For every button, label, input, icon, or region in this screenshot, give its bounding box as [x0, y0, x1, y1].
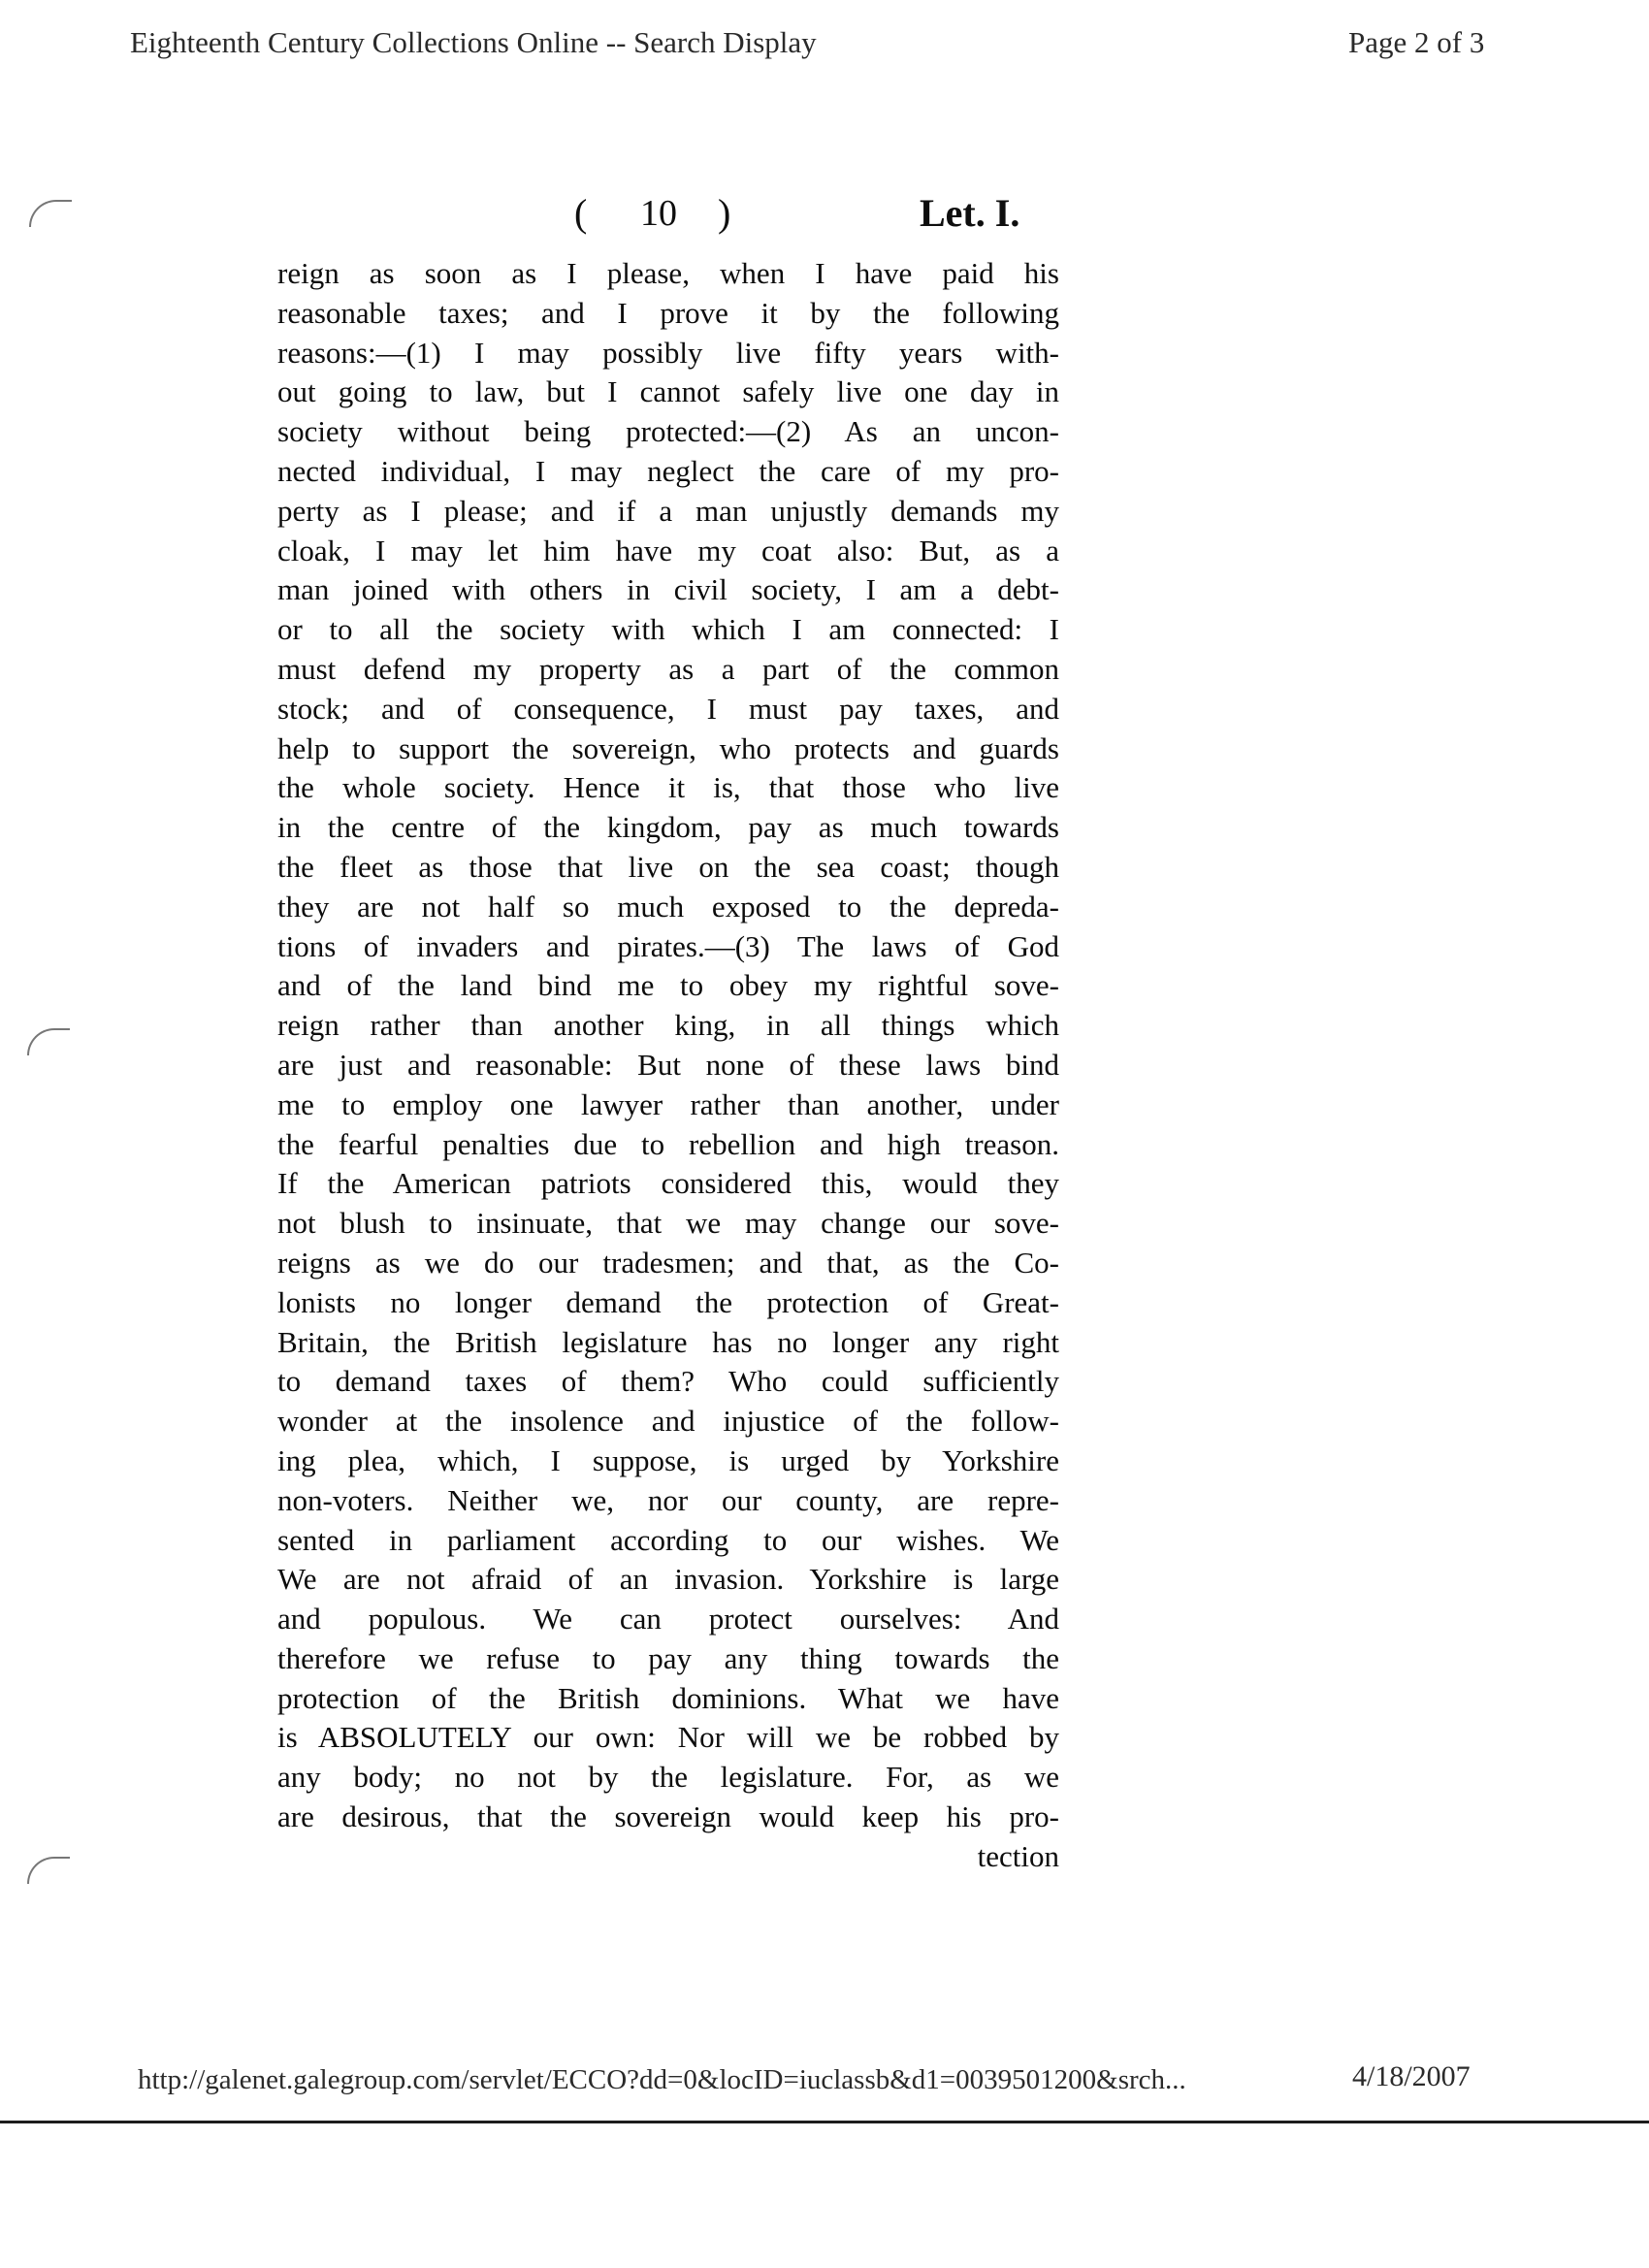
text-line: nected individual, I may neglect the care of my pro- — [277, 453, 1059, 488]
text-line: man joined with others in civil society, I am a debt- — [277, 572, 1059, 607]
running-head-page-number: 10 — [640, 193, 677, 234]
footer-date: 4/18/2007 — [1352, 2060, 1471, 2092]
text-line: perty as I please; and if a man unjustly demands my — [277, 493, 1059, 528]
text-line: non-voters. Neither we, nor our county, are repre- — [277, 1482, 1059, 1517]
running-head — [563, 190, 1048, 239]
running-head-paren-right: ) — [718, 191, 731, 235]
footer-url: http://galenet.galegroup.com/servlet/ECCO?dd=0&locID=iuclassb&d1=0039501200&srch... — [138, 2064, 1186, 2095]
text-line: stock; and of consequence, I must pay taxes, and — [277, 691, 1059, 726]
text-line: to demand taxes of them? Who could sufficiently — [277, 1364, 1059, 1399]
punch-hole-mark — [27, 1857, 70, 1884]
text-line: and of the land bind me to obey my rightful sove- — [277, 968, 1059, 1003]
text-line: reign rather than another king, in all things which — [277, 1008, 1059, 1043]
text-line: reasons:—(1) I may possibly live fifty years with- — [277, 335, 1059, 370]
punch-hole-mark — [27, 1028, 70, 1055]
text-line: me to employ one lawyer rather than another, under — [277, 1086, 1059, 1121]
page-body-text — [277, 254, 1059, 1877]
text-line: We are not afraid of an invasion. Yorkshire is large — [277, 1562, 1059, 1597]
print-header-page-count: Page 2 of 3 — [1348, 25, 1485, 59]
text-line: the fearful penalties due to rebellion and high treason. — [277, 1126, 1059, 1161]
text-line: reigns as we do our tradesmen; and that, as the Co- — [277, 1245, 1059, 1280]
text-line: If the American patriots considered this, would they — [277, 1166, 1059, 1201]
text-line: cloak, I may let him have my coat also: But, as a — [277, 533, 1059, 567]
text-line: society without being protected:—(2) As an uncon- — [277, 414, 1059, 449]
text-line: in the centre of the kingdom, pay as much towards — [277, 810, 1059, 845]
text-line: lonists no longer demand the protection of Great- — [277, 1284, 1059, 1319]
text-line: ing plea, which, I suppose, is urged by Yorkshire — [277, 1442, 1059, 1477]
text-line: help to support the sovereign, who protects and guards — [277, 730, 1059, 765]
print-header-title: Eighteenth Century Collections Online -- Search Display — [130, 25, 817, 59]
text-line: therefore we refuse to pay any thing towards the — [277, 1640, 1059, 1675]
running-head-section: Let. I. — [920, 191, 1020, 235]
text-line: the fleet as those that live on the sea coast; though — [277, 849, 1059, 884]
text-line: must defend my property as a part of the common — [277, 651, 1059, 686]
text-line: tions of invaders and pirates.—(3) The laws of God — [277, 928, 1059, 963]
text-line: and populous. We can protect ourselves: And — [277, 1602, 1059, 1636]
text-line: reign as soon as I please, when I have paid his — [277, 256, 1059, 290]
text-line: wonder at the insolence and injustice of the follow- — [277, 1404, 1059, 1439]
punch-hole-mark — [29, 200, 72, 227]
text-line: tection — [977, 1838, 1059, 1873]
text-line: the whole society. Hence it is, that those who live — [277, 770, 1059, 805]
footer-rule — [0, 2121, 1649, 2123]
text-line: protection of the British dominions. What we have — [277, 1680, 1059, 1715]
text-line: not blush to insinuate, that we may change our sove- — [277, 1206, 1059, 1241]
text-line: are desirous, that the sovereign would keep his pro- — [277, 1799, 1059, 1834]
text-line: is ABSOLUTELY our own: Nor will we be robbed by — [277, 1720, 1059, 1755]
text-line: sented in parliament according to our wishes. We — [277, 1522, 1059, 1557]
text-line: or to all the society with which I am connected: I — [277, 612, 1059, 647]
running-head-paren-left: ( — [574, 191, 588, 235]
text-line: Britain, the British legislature has no longer any right — [277, 1324, 1059, 1359]
text-line: out going to law, but I cannot safely live one day in — [277, 374, 1059, 409]
text-line: reasonable taxes; and I prove it by the following — [277, 295, 1059, 330]
text-line: any body; no not by the legislature. For, as we — [277, 1760, 1059, 1795]
text-line: they are not half so much exposed to the depreda- — [277, 889, 1059, 923]
text-line: are just and reasonable: But none of these laws bind — [277, 1047, 1059, 1082]
